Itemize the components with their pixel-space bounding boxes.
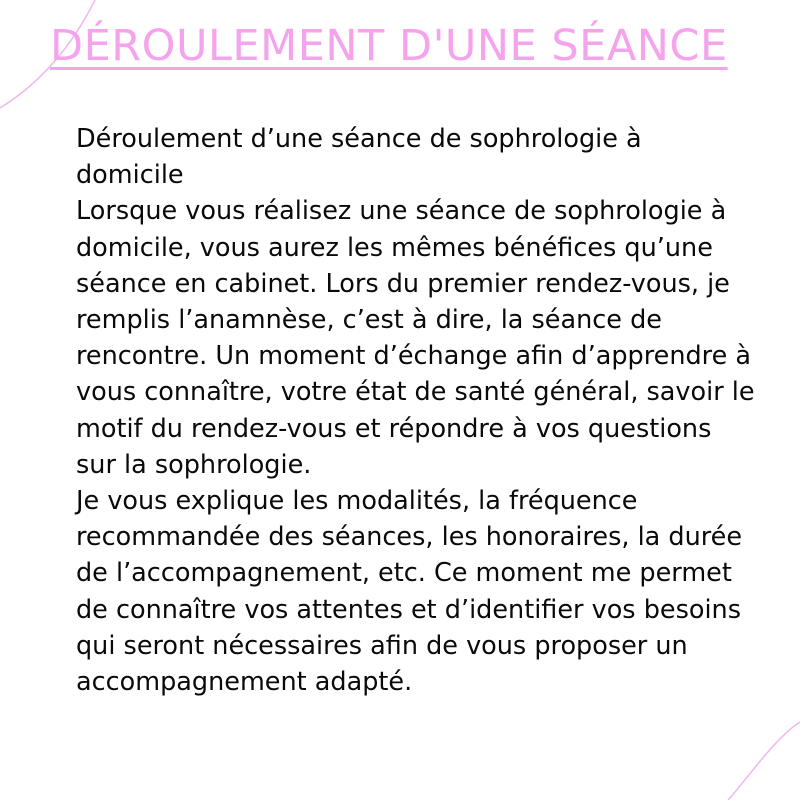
paragraph: Je vous explique les modalités, la fréquence recommandée des séances, les honoraires, la durée de l’accompagnement, etc. Ce moment me permet de connaître vos attentes et d’identifier vos besoins qui seront nécessaires afin de vous proposer un accompagnement adapté. bbox=[76, 486, 743, 698]
paragraph: Lorsque vous réalisez une séance de sophrologie à domicile, vous aurez les mêmes bénéfices qu’une séance en cabinet. Lors du premier rendez-vous, je remplis l’anamnèse, c’est à dire, la séance de rencontre. Un moment d’échange afin d’apprendre à vous connaître, votre état de santé général, savoir le motif du rendez-vous et répondre à vos questions sur la sophrologie. bbox=[76, 196, 755, 480]
body-text bbox=[76, 121, 756, 700]
page-title: DÉROULEMENT D'UNE SÉANCE bbox=[50, 21, 728, 71]
bottom-right-curve bbox=[728, 722, 800, 800]
paragraph-heading: Déroulement d’une séance de sophrologie à domicile bbox=[76, 124, 642, 191]
